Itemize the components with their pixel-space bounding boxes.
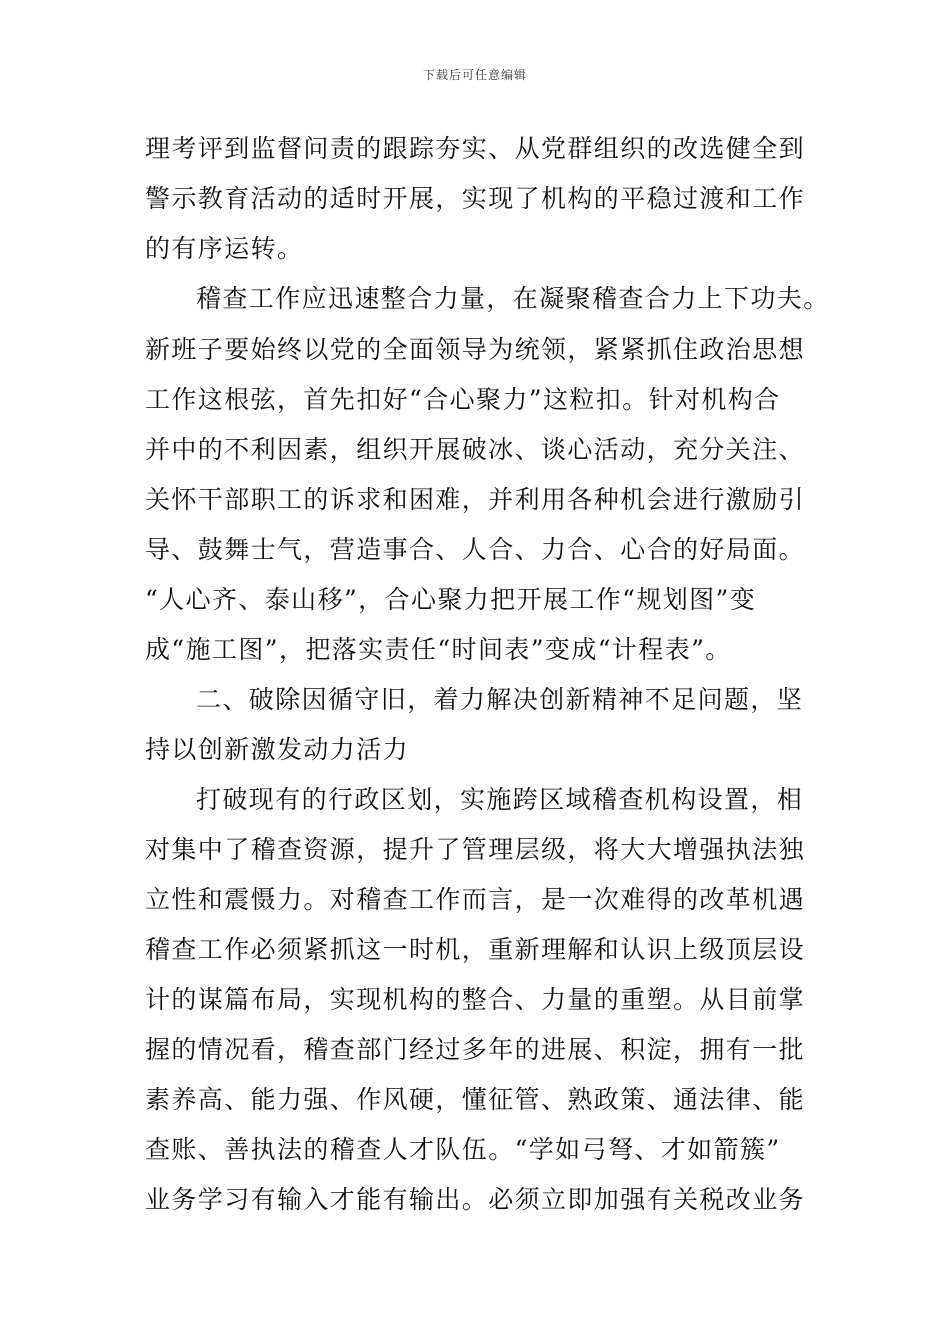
text-line: 稽查工作应迅速整合力量，在凝聚稽查合力上下功夫。 — [196, 284, 830, 313]
text-line: 警示教育活动的适时开展，实现了机构的平稳过渡和工作 — [145, 184, 806, 213]
text-line: 工作这根弦，首先扣好“合心聚力”这粒扣。针对机构合 — [145, 385, 781, 414]
text-line: 理考评到监督问责的跟踪夯实、从党群组织的改选健全到 — [145, 134, 806, 163]
text-line: 持以创新激发动力活力 — [145, 735, 410, 764]
page-header: 下载后可任意编辑 — [422, 68, 527, 82]
text-line: 成“施工图”，把落实责任“时间表”变成“计程表”。 — [145, 635, 732, 664]
text-line: 查账、善执法的稽查人才队伍。“学如弓弩、才如箭簇” — [145, 1135, 781, 1164]
text-line: 的有序运转。 — [145, 234, 304, 263]
text-line: 二、破除因循守旧，着力解决创新精神不足问题，坚 — [196, 685, 804, 714]
text-line: 握的情况看，稽查部门经过多年的进展、积淀，拥有一批 — [145, 1035, 806, 1064]
text-line: 素养高、能力强、作风硬，懂征管、熟政策、通法律、能 — [145, 1085, 806, 1114]
text-line: 计的谋篇布局，实现机构的整合、力量的重塑。从目前掌 — [145, 985, 806, 1014]
text-line: 稽查工作必须紧抓这一时机，重新理解和认识上级顶层设 — [145, 935, 806, 964]
text-line: 立性和震慑力。对稽查工作而言，是一次难得的改革机遇 — [145, 885, 806, 914]
text-line: 打破现有的行政区划，实施跨区域稽查机构设置，相 — [196, 785, 804, 814]
text-line: 业务学习有输入才能有输出。必须立即加强有关税改业务 — [145, 1185, 806, 1214]
text-line: 导、鼓舞士气，营造事合、人合、力合、心合的好局面。 — [145, 535, 806, 564]
text-line: 并中的不利因素，组织开展破冰、谈心活动，充分关注、 — [145, 435, 806, 464]
text-line: 对集中了稽查资源，提升了管理层级，将大大增强执法独 — [145, 835, 806, 864]
text-line: 新班子要始终以党的全面领导为统领，紧紧抓住政治思想 — [145, 335, 806, 364]
text-line: 关怀干部职工的诉求和困难，并利用各种机会进行激励引 — [145, 485, 806, 514]
text-line: “人心齐、泰山移”，合心聚力把开展工作“规划图”变 — [145, 585, 757, 614]
